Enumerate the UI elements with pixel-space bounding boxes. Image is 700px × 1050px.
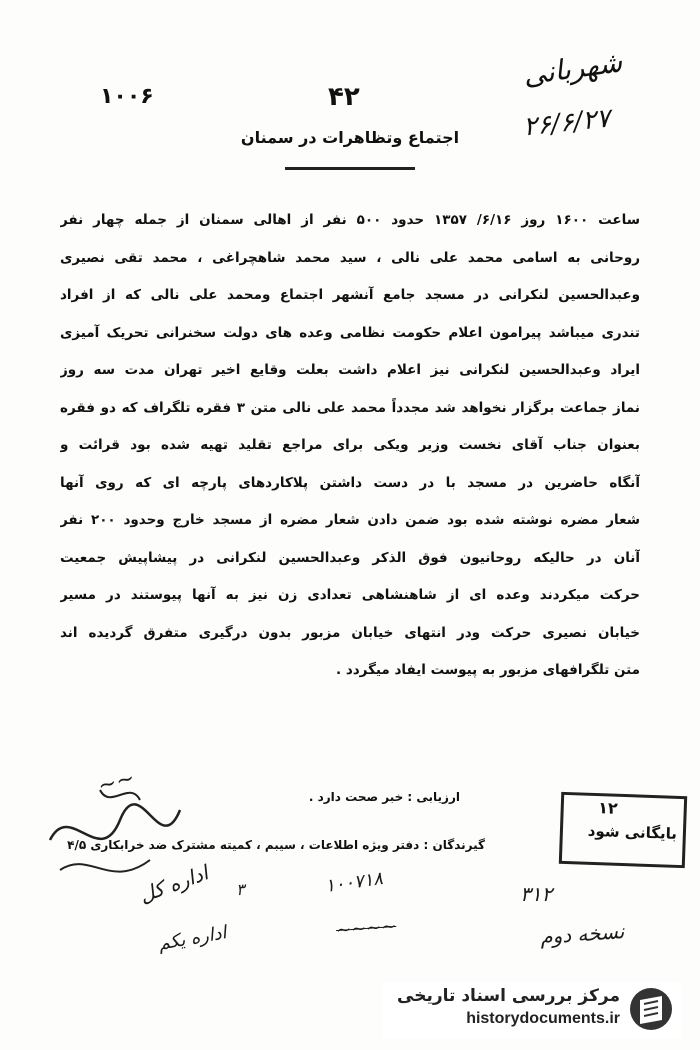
handwritten-note: ~~~~	[335, 915, 397, 942]
body-line: وعبدالحسین لنکرانی در مسجد جامع آنشهر اجتماع ومحمد علی نالی که از افراد	[60, 287, 640, 303]
stamp-text: بایگانی شود	[587, 821, 678, 843]
watermark-org-name: مرکز بررسی اسناد تاریخی	[397, 986, 620, 1006]
body-line: متن تلگرافهای مزبور به پیوست ایفاد میگردد .	[335, 662, 640, 678]
body-line: روحانی به اسامی محمد علی نالی ، سید محمد شاهچراغی ، محمد تقی نصیری	[60, 249, 640, 266]
document-title: اجتماع وتظاهرات در سمنان	[240, 128, 460, 147]
handwritten-date-top: ۲۶/۶/۲۷	[521, 103, 612, 143]
handwritten-note: ۳	[235, 879, 246, 900]
archive-logo-icon	[628, 986, 674, 1032]
body-line: تندری میباشد پیرامون اعلام حکومت نظامی وعده های دولت سخنرانی تحریک آمیزی	[60, 324, 640, 341]
body-line: حرکت میکردند وعده ای از شاهنشاهی تعدادی زن نیز به آنها پیوستند در مسیر	[60, 587, 640, 603]
document-number: ۱۰۰۶	[100, 84, 154, 109]
watermark-url: historydocuments.ir	[466, 1010, 620, 1027]
body-line: آنان در حالیکه روحانیون فوق الذکر وعبدالحسین لنکرانی در پیشاپیش جمعیت	[60, 549, 640, 566]
handwritten-note-top: شهربانی	[520, 45, 624, 92]
handwritten-note: اداره کل	[136, 860, 212, 908]
handwritten-note: اداره یکم	[156, 922, 229, 955]
title-underline	[285, 167, 415, 170]
body-line: ساعت ۱۶۰۰ روز ۶/۱۶/ ۱۳۵۷ حدود ۵۰۰ نفر از اهالی سمنان از جمله چهار نفر	[60, 212, 640, 228]
stamp-number: ۱۲	[597, 798, 619, 818]
handwritten-note: نسخه دوم	[539, 919, 626, 949]
body-line: آنگاه حاضرین در مسجد با در دست داشتن پلاکاردهای پارچه ای که روی آنها	[60, 474, 640, 491]
archive-stamp	[559, 792, 687, 868]
page-number: ۴۲	[328, 82, 360, 112]
evaluation-note: ارزیابی : خبر صحت دارد .	[308, 790, 460, 804]
watermark	[382, 982, 682, 1038]
document-body	[60, 202, 640, 690]
body-line: ایراد وعبدالحسین لنکرانی نیز اعلام داشت بعلت وقایع اخیر تهران مدت سه روز	[60, 362, 640, 378]
body-line: شعار مضره نوشته شده بود ضمن دادن شعار مضره از مسجد خارج وحدود ۲۰۰ نفر	[60, 512, 640, 528]
handwritten-number: ۱۰۰۷۱۸	[323, 868, 385, 897]
handwritten-note: ۳۱۲	[520, 882, 553, 906]
distribution-list: گیرندگان : دفتر ویژه اطلاعات ، سیبم ، کمیته مشترک ضد خرابکاری ۴/۵	[67, 838, 485, 852]
handwritten-signature: ~~	[95, 765, 138, 800]
body-line: بعنوان جناب آقای نخست وزیر ویکی برای مراجع تقلید تهیه شده بود قرائت و	[60, 437, 640, 453]
body-line: نماز جماعت برگزار نخواهد شد مجدداً محمد علی نالی متن ۳ فقره تلگراف که دو فقره	[60, 399, 640, 416]
body-line: خیابان نصیری حرکت ودر انتهای خیابان مزبور بدون درگیری متفرق گردیده اند	[60, 624, 640, 641]
